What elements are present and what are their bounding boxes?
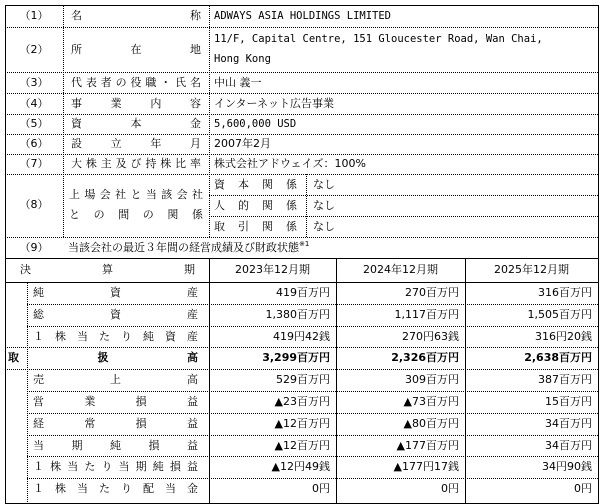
results-cell: ▲12円49銭: [271, 460, 330, 474]
row-label-char: 年: [150, 137, 162, 150]
results-row-label-char: 資: [110, 286, 121, 299]
relation-type-char: 関: [262, 198, 273, 212]
results-heading-note: ※1: [299, 240, 310, 248]
relation-value: なし: [313, 198, 335, 212]
results-row-label: [33, 457, 198, 477]
results-cell: 2,638百万円: [524, 351, 592, 365]
results-row-label-char: 高: [187, 373, 198, 387]
row-value: 11/F, Capital Centre, 151 Gloucester Road, Wan Chai,: [214, 33, 543, 45]
results-row-label-char: 当: [67, 460, 79, 474]
results-cell: ▲73百万円: [403, 395, 459, 408]
results-row-label-char: １: [33, 460, 44, 474]
results-row-label-char: た: [99, 482, 110, 496]
relation-label-line2-char: と: [69, 208, 80, 221]
results-row-label-char: 上: [110, 373, 121, 387]
results-cell: ▲12百万円: [274, 416, 330, 430]
relation-type-char: 係: [286, 177, 297, 191]
results-cell: ▲177百万円: [396, 438, 459, 452]
row-value: Hong Kong: [214, 53, 271, 65]
relation-type-char: 人: [214, 198, 225, 212]
relation-label-line1-char: 会: [99, 188, 111, 201]
results-row-label-char: 損: [135, 416, 147, 430]
results-cell: ▲12百万円: [274, 438, 330, 452]
relation-type-char: 関: [262, 177, 273, 191]
relation-label-line1-char: 社: [192, 188, 203, 201]
results-cell: 309百万円: [405, 373, 459, 387]
rule-v: [598, 5, 599, 504]
results-row-label-char: た: [84, 460, 96, 474]
results-row-label-char: 資: [110, 307, 121, 321]
relation-label-line1-char: と: [130, 188, 142, 201]
results-row-label-char: 取: [8, 351, 19, 365]
row-value: 中山 義一: [214, 75, 262, 89]
results-cell: 419百万円: [276, 286, 330, 299]
results-row-label-char: 益: [186, 460, 198, 474]
results-row-label-char: 当: [77, 329, 88, 343]
results-row-label-char: 益: [187, 438, 198, 452]
rule-h: [5, 27, 598, 28]
results-cell: 0円: [574, 482, 592, 496]
rule-h: [5, 174, 598, 175]
row-label-char: 代: [71, 75, 82, 89]
results-row-label-char: 損: [135, 395, 147, 408]
row-label: [71, 134, 201, 154]
row-label-char: 者: [100, 75, 112, 89]
results-row-label-char: 株: [55, 482, 66, 496]
results-cell: 419円42銭: [273, 329, 330, 343]
results-cell: 2,326百万円: [391, 351, 459, 365]
row-number: （4）: [19, 96, 49, 110]
results-period-header: 2025年12月期: [494, 263, 569, 276]
results-row-label-char: 期: [135, 460, 147, 474]
results-cell: 1,505百万円: [527, 307, 592, 321]
relation-value: なし: [313, 177, 335, 191]
relation-type-char: 取: [214, 219, 225, 233]
relation-type: [214, 175, 297, 195]
results-cell: 270円63銭: [402, 329, 459, 343]
rule-v: [27, 282, 28, 504]
row-number: （9）: [19, 241, 49, 254]
relation-label-line1-char: 上: [69, 188, 80, 201]
row-label-char: 事: [71, 96, 82, 110]
results-row-label-char: 売: [33, 373, 44, 387]
results-heading-text: 当該会社の最近３年間の経営成績及び財政状態: [68, 241, 299, 254]
row-number: （8）: [19, 198, 49, 211]
results-row-label-char: 期: [71, 438, 83, 452]
results-row-label-char: 損: [148, 438, 160, 452]
results-row-label: [33, 479, 198, 499]
row-label-char: 月: [189, 137, 201, 150]
results-row-label: [33, 392, 198, 412]
results-row-label-char: 扱: [97, 351, 109, 365]
relation-label-line1-char: 社: [115, 188, 127, 201]
relation-type-char: 係: [286, 198, 297, 212]
results-row-label-char: り: [121, 482, 132, 496]
results-row-label: [33, 283, 198, 303]
row-label-char: の: [115, 75, 127, 89]
results-row-label-char: 経: [33, 416, 44, 430]
row-label-char: 役: [130, 75, 142, 89]
row-label: [71, 6, 201, 26]
relation-label-line2-char: 関: [167, 208, 179, 221]
results-cell: 316円20銭: [535, 329, 592, 343]
results-row-label-char: 株: [55, 329, 66, 343]
results-header-label: [20, 260, 195, 280]
results-cell: 34百万円: [545, 416, 592, 430]
results-cell: ▲23百万円: [274, 395, 330, 408]
row-label-char: 資: [71, 117, 82, 130]
results-row-label-char: 産: [187, 307, 198, 321]
row-label-char: 地: [190, 42, 201, 56]
results-row-label-char: 配: [143, 482, 154, 496]
results-row-label-char: 産: [187, 286, 198, 299]
results-cell: 316百万円: [538, 286, 592, 299]
row-label: [71, 154, 201, 174]
results-row-label-char: 純: [110, 438, 121, 452]
row-label-char: 在: [130, 42, 142, 56]
relation-type-char: 引: [238, 219, 249, 233]
rule-v: [63, 5, 64, 237]
row-label-char: 金: [190, 117, 201, 130]
row-value: インターネット広告事業: [214, 96, 335, 110]
row-number: （5）: [19, 117, 49, 130]
row-label: [71, 73, 201, 93]
row-label-char: 氏: [175, 75, 187, 89]
rule-v: [306, 174, 307, 237]
row-label-char: 主: [100, 157, 112, 170]
row-label-char: 名: [71, 9, 82, 22]
row-label-char: 称: [190, 9, 201, 22]
results-cell: ▲80百万円: [403, 416, 459, 430]
row-label-char: 株: [85, 157, 97, 170]
relation-label-line2-char: 係: [191, 208, 203, 221]
relation-label-line1-char: 当: [145, 188, 157, 201]
results-row-label-char: 営: [33, 395, 44, 408]
results-row-label-char: 株: [50, 460, 62, 474]
results-row-label-char: 当: [77, 482, 88, 496]
row-value: 5,600,000 USD: [214, 118, 297, 130]
row-label-char: 持: [145, 157, 157, 170]
results-cell: 387百万円: [538, 373, 592, 387]
rule-v: [209, 5, 210, 237]
relation-type-char: 資: [214, 177, 225, 191]
row-number: （3）: [19, 75, 49, 89]
results-row-label-char: 純: [143, 329, 154, 343]
row-label: [71, 114, 201, 134]
results-row-label-char: 益: [186, 416, 198, 430]
row-label-char: 率: [190, 157, 201, 170]
results-cell: 34円90銭: [542, 460, 592, 474]
results-heading: [68, 238, 309, 258]
results-row-label: [33, 370, 198, 390]
results-cell: 0円: [441, 482, 459, 496]
results-row-label-char: り: [121, 329, 132, 343]
results-row-label-char: 当: [165, 482, 176, 496]
relation-label-line2-char: 間: [118, 208, 130, 221]
row-label-char: 立: [110, 137, 122, 150]
row-label-char: 業: [110, 96, 122, 110]
rule-h: [5, 369, 598, 370]
results-cell: 34百万円: [545, 438, 592, 452]
results-row-label-char: 資: [165, 329, 176, 343]
results-row-label-char: １: [33, 482, 44, 496]
results-header-label-char: 決: [20, 263, 31, 276]
relation-label-line2-char: の: [93, 208, 105, 221]
relation-type-char: 的: [238, 198, 249, 212]
results-cell: 1,117百万円: [394, 307, 459, 321]
row-label-char: 所: [71, 42, 82, 56]
row-label-char: 職: [145, 75, 157, 89]
results-row-label-char: １: [33, 329, 44, 343]
results-row-label-char: 純: [152, 460, 164, 474]
row-label-char: 及: [115, 157, 127, 170]
results-row-label: [33, 414, 198, 434]
relation-label-line1: [69, 185, 203, 205]
results-row-label: [8, 348, 198, 368]
row-label-char: び: [130, 157, 142, 170]
relation-label-line1-char: 該: [161, 188, 173, 201]
results-row-label-char: 純: [33, 286, 44, 299]
row-label-char: 容: [189, 96, 201, 110]
row-label-char: 名: [190, 75, 201, 89]
relation-type-char: 関: [262, 219, 273, 233]
row-value: 株式会社アドウェイズ：100%: [214, 157, 366, 170]
relation-value: なし: [313, 219, 335, 233]
row-number: （2）: [19, 42, 49, 56]
results-cell: 15百万円: [545, 395, 592, 408]
row-label-char: 本: [130, 117, 142, 130]
results-row-label-char: 金: [187, 482, 198, 496]
row-label-char: ・: [160, 75, 172, 89]
row-label-char: 内: [150, 96, 162, 110]
results-row-label-char: 当: [118, 460, 130, 474]
row-label-char: 設: [71, 137, 82, 150]
row-label-char: 株: [160, 157, 172, 170]
row-number: （1）: [19, 9, 49, 22]
row-label: [71, 40, 201, 60]
results-row-label-char: 業: [84, 395, 96, 408]
results-cell: ▲177円17銭: [393, 460, 459, 474]
relation-type-char: 係: [286, 219, 297, 233]
results-row-label: [33, 305, 198, 325]
results-row-label: [33, 327, 198, 347]
results-cell: 1,380百万円: [265, 307, 330, 321]
relation-type-char: 本: [238, 177, 249, 191]
relation-label-line1-char: 場: [84, 188, 96, 201]
results-row-label-char: 損: [169, 460, 181, 474]
row-label-char: 大: [71, 157, 82, 170]
relation-label-line1-char: 会: [176, 188, 188, 201]
results-row-label-char: た: [99, 329, 110, 343]
row-value: 2007年2月: [214, 137, 271, 150]
row-label: [71, 94, 201, 114]
row-number: （6）: [19, 137, 49, 150]
results-header-label-char: 期: [184, 263, 195, 276]
results-row-label-char: 常: [84, 416, 96, 430]
results-cell: 3,299百万円: [262, 351, 330, 365]
results-row-label-char: 産: [187, 329, 198, 343]
relation-type: [214, 217, 297, 237]
row-label-char: 表: [85, 75, 97, 89]
relation-type: [214, 196, 297, 216]
results-cell: 0円: [312, 482, 330, 496]
results-row-label-char: り: [101, 460, 113, 474]
results-cell: 529百万円: [276, 373, 330, 387]
results-row-label: [33, 436, 198, 456]
rule-h: [5, 258, 598, 259]
results-cell: 270百万円: [405, 286, 459, 299]
results-period-header: 2023年12月期: [235, 263, 310, 276]
results-period-header: 2024年12月期: [363, 263, 438, 276]
results-row-label-char: 高: [187, 351, 198, 365]
rule-v: [5, 258, 6, 504]
relation-label-line2-char: の: [142, 208, 154, 221]
row-label-char: 比: [175, 157, 187, 170]
results-row-label-char: 当: [33, 438, 44, 452]
results-header-label-char: 算: [102, 263, 113, 276]
results-row-label-char: 益: [186, 395, 198, 408]
rule-h: [5, 347, 598, 348]
row-value: ADWAYS ASIA HOLDINGS LIMITED: [214, 10, 392, 22]
relation-label-line2: [69, 205, 203, 225]
row-number: （7）: [19, 157, 49, 170]
results-row-label-char: 総: [33, 307, 44, 321]
